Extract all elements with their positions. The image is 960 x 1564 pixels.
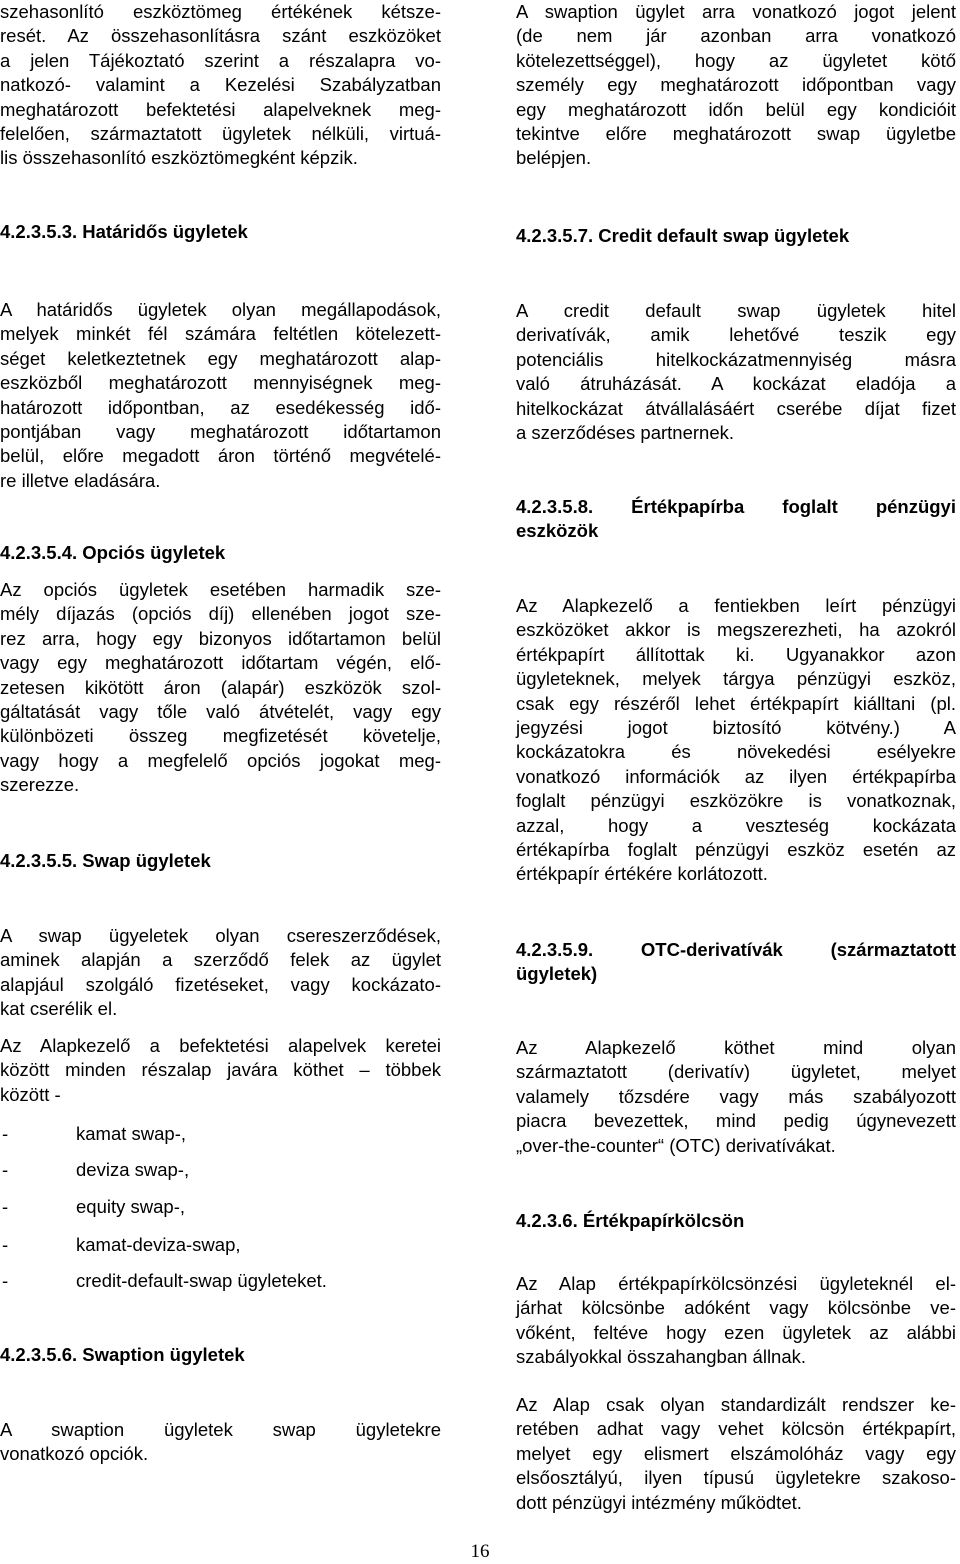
- heading-word: OTC-derivatívák: [640, 939, 783, 960]
- heading-word: 4.2.3.5.9.: [516, 939, 594, 960]
- text-line: Az opciós ügyletek esetében harmadik sze-: [0, 579, 441, 600]
- text-line: eszközöket akkor is megszerezheti, ha azokról: [516, 619, 956, 641]
- text-line: különbözeti összeg megfizetését követelje,: [0, 725, 441, 747]
- text-line: vőként, feltéve hogy ezen ügyletek az alábbi: [516, 1321, 956, 1343]
- page-number: 16: [470, 1541, 490, 1562]
- forward-paragraph: [0, 298, 441, 493]
- text-line: vagy egy meghatározott időtartam végén, elő-: [0, 652, 441, 674]
- swap-paragraph: [0, 924, 441, 1022]
- lending-standard-paragraph: [516, 1393, 956, 1515]
- heading-securities-lending: 4.2.3.6. Értékpapírkölcsön: [516, 1210, 745, 1231]
- heading-otc-line-2: ügyletek): [516, 963, 598, 985]
- options-paragraph: [0, 578, 441, 798]
- text-line: kockázatokra és növekedési esélyekre: [516, 741, 956, 763]
- heading-securitized-line-2: eszközök: [516, 520, 599, 542]
- heading-word: 4.2.3.5.8.: [516, 496, 594, 517]
- list-dash: -: [2, 1270, 9, 1291]
- list-item-text: credit-default-swap ügyleteket.: [76, 1270, 327, 1291]
- text-line: potenciális hitelkockázatmennyiség másra: [516, 348, 956, 370]
- intro-paragraph: [0, 0, 441, 171]
- securitized-paragraph: [516, 594, 956, 887]
- text-line: a szerződéses partnernek.: [516, 422, 735, 444]
- heading-otc-derivatives: [516, 938, 956, 987]
- text-line: melyet egy elismert elszámolóház vagy egy: [516, 1442, 956, 1464]
- text-line: (de nem jár azonban arra vonatkozó: [516, 25, 956, 47]
- list-item-text: deviza swap-,: [76, 1159, 190, 1180]
- text-line: A határidős ügyletek olyan megállapodások,: [0, 299, 441, 320]
- text-line: hitelkockázat átvállalásáért cserébe díjat fizet: [516, 397, 956, 419]
- text-line: belül, előre megadott áron történő megvételé-: [0, 445, 441, 467]
- lending-paragraph: [516, 1272, 956, 1370]
- text-line: re illetve eladására.: [0, 469, 161, 491]
- text-line: jegyzési jogot biztosító kötvény.) A: [516, 717, 956, 739]
- text-line: egy meghatározott időn belül egy kondicióit: [516, 98, 956, 120]
- text-line: Az Alap értékpapírkölcsönzési ügyleteknél el-: [516, 1273, 956, 1294]
- heading-securitized-instruments: [516, 495, 956, 544]
- text-line: kat cserélik el.: [0, 998, 118, 1020]
- text-line: között -: [0, 1083, 61, 1105]
- text-line: dott pénzügyi intézmény működtet.: [516, 1491, 802, 1513]
- heading-swap-transactions: 4.2.3.5.5. Swap ügyletek: [0, 850, 211, 871]
- text-line: „over-the-counter“ (OTC) derivatívákat.: [516, 1134, 836, 1156]
- text-line: Az Alapkezelő köthet mind olyan: [516, 1037, 956, 1058]
- text-line: valamely tőzsdére vagy más szabályozott: [516, 1085, 956, 1107]
- text-line: között minden részalap javára köthet – többek: [0, 1059, 441, 1081]
- text-line: ügyleteknek, melyek tárgya pénzügyi eszköz,: [516, 668, 956, 690]
- cds-paragraph: [516, 299, 956, 445]
- text-line: melyek minkét fél számára feltétlen kötelezett-: [0, 323, 441, 345]
- text-line: értékpapír értékére korlátozott.: [516, 863, 768, 885]
- text-line: piacra bevezettek, mind pedig úgynevezett: [516, 1110, 956, 1132]
- list-dash: -: [2, 1196, 9, 1217]
- text-line: séget keletkeztetnek egy meghatározott alap-: [0, 347, 441, 369]
- text-line: való átruházását. A kockázat eladója a: [516, 373, 956, 395]
- text-line: natkozó- valamint a Kezelési Szabályzatban: [0, 74, 441, 96]
- heading-securitized-line-1: [516, 495, 956, 519]
- text-line: tekintve előre meghatározott swap ügyletbe: [516, 123, 956, 145]
- text-line: Az Alap csak olyan standardizált rendszer ke-: [516, 1394, 956, 1415]
- text-line: A swaption ügyletek swap ügyletekre: [0, 1419, 441, 1440]
- text-line: értékapírba foglalt pénzügyi eszköz esetén az: [516, 839, 956, 861]
- heading-word: foglalt: [782, 496, 838, 517]
- text-line: személy egy meghatározott időpontban vagy: [516, 74, 956, 96]
- text-line: vonatkozó információk az ilyen értékpapírba: [516, 765, 956, 787]
- text-line: vonatkozó opciók.: [0, 1443, 149, 1465]
- heading-credit-default-swap: 4.2.3.5.7. Credit default swap ügyletek: [516, 225, 850, 246]
- text-line: zetesen kikötött áron (alapár) eszközök szol-: [0, 676, 441, 698]
- text-line: szerezze.: [0, 774, 80, 796]
- heading-forward-transactions: 4.2.3.5.3. Határidős ügyletek: [0, 221, 248, 242]
- text-line: szabályokkal összahangban állnak.: [516, 1346, 807, 1368]
- text-line: szehasonlító eszköztömeg értékének kétsze-: [0, 1, 441, 22]
- text-line: aminek alapján a szerződő felek az ügylet: [0, 949, 441, 971]
- text-line: felelően, származtatott ügyletek nélküli, virtuá-: [0, 123, 441, 145]
- heading-swaption-transactions: 4.2.3.5.6. Swaption ügyletek: [0, 1344, 245, 1365]
- list-dash: -: [2, 1159, 9, 1180]
- heading-word: pénzügyi: [875, 496, 956, 517]
- text-line: kötelezettséggel), hogy az ügyletet kötő: [516, 49, 956, 71]
- heading-word: Értékpapírba: [631, 496, 745, 517]
- text-line: meghatározott befektetési alapelveknek meg-: [0, 98, 441, 120]
- text-line: a jelen Tájékoztató szerint a részalapra vo-: [0, 49, 441, 71]
- heading-option-transactions: 4.2.3.5.4. Opciós ügyletek: [0, 542, 226, 563]
- list-item-text: kamat swap-,: [76, 1123, 187, 1144]
- heading-word: (származtatott: [830, 939, 956, 960]
- heading-otc-line-1: [516, 938, 956, 962]
- text-line: derivatívák, amik lehetővé teszik egy: [516, 324, 956, 346]
- text-line: resét. Az összehasonlításra szánt eszközöket: [0, 25, 441, 47]
- swaption-continued-paragraph: [516, 0, 956, 171]
- list-dash: -: [2, 1234, 9, 1255]
- text-line: A swap ügyeletek olyan csereszerződések,: [0, 925, 441, 946]
- text-line: alapjául szolgáló fizetéseket, vagy kockázato-: [0, 973, 441, 995]
- text-line: belépjen.: [516, 147, 592, 169]
- list-item-text: equity swap-,: [76, 1196, 185, 1217]
- text-line: elsőosztályú, ilyen típusú ügyletekre szakoso-: [516, 1467, 956, 1489]
- text-line: azzal, hogy a veszteség kockázata: [516, 814, 956, 836]
- text-line: járhat kölcsönbe adóként vagy kölcsönbe ve-: [516, 1297, 956, 1319]
- text-line: retében adhat vagy vehet kölcsön értékpapírt,: [516, 1418, 956, 1440]
- text-line: határozott időpontban, az esedékesség idő-: [0, 396, 441, 418]
- text-line: Az Alapkezelő a fentiekben leírt pénzügyi: [516, 595, 956, 616]
- text-line: eszközből meghatározott mennyiségnek meg-: [0, 372, 441, 394]
- swap-permitted-paragraph: [0, 1034, 441, 1107]
- list-dash: -: [2, 1123, 9, 1144]
- text-line: származtatott (derivatív) ügyletet, melyet: [516, 1061, 956, 1083]
- text-line: rez arra, hogy egy bizonyos időtartamon belül: [0, 627, 441, 649]
- list-item-text: kamat-deviza-swap,: [76, 1234, 241, 1255]
- text-line: foglalt pénzügyi eszközökre is vonatkoznak,: [516, 790, 956, 812]
- text-line: A credit default swap ügyletek hitel: [516, 300, 956, 321]
- text-line: gáltatását vagy tőle való átvételét, vagy egy: [0, 701, 441, 723]
- text-line: vagy hogy a megfelelő opciós jogokat meg-: [0, 749, 441, 771]
- otc-paragraph: [516, 1036, 956, 1158]
- text-line: pontjában vagy meghatározott időtartamon: [0, 421, 441, 443]
- swaption-paragraph: [0, 1418, 441, 1467]
- text-line: mély díjazás (opciós díj) ellenében jogot sze-: [0, 603, 441, 625]
- text-line: lis összehasonlító eszköztömegként képzik.: [0, 147, 358, 169]
- text-line: csak egy részéről lehet értékpapírt kiálltani (pl.: [516, 692, 956, 714]
- text-line: A swaption ügylet arra vonatkozó jogot jelent: [516, 1, 956, 22]
- text-line: Az Alapkezelő a befektetési alapelvek keretei: [0, 1035, 441, 1056]
- text-line: értékpapírt állítottak ki. Ugyanakkor azon: [516, 643, 956, 665]
